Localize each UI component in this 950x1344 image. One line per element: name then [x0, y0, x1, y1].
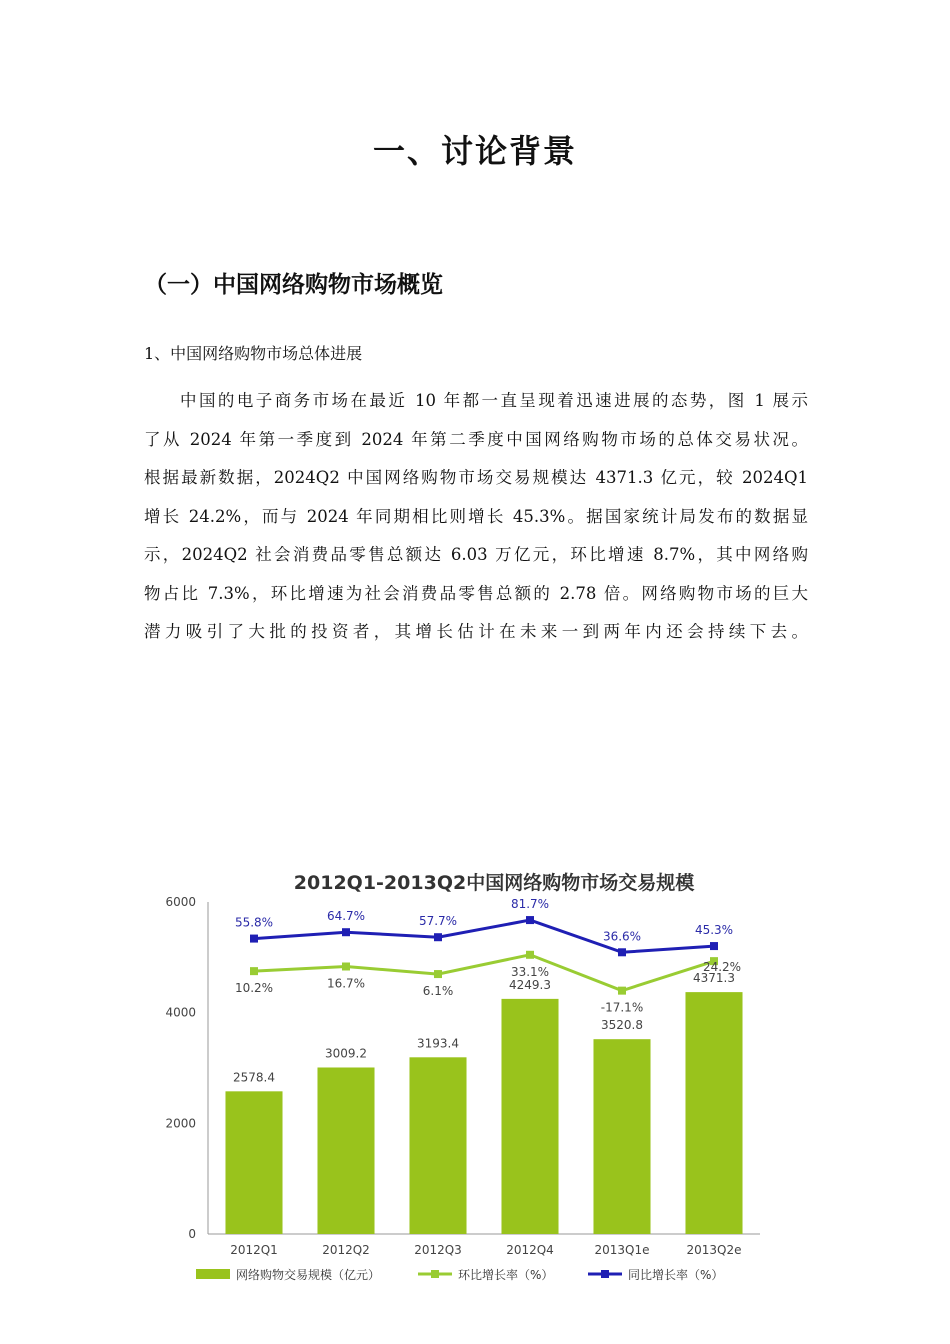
qoq-series-point — [618, 987, 626, 995]
legend-label-qoq: 环比增长率（%） — [458, 1268, 554, 1282]
bar-data-label: 2578.4 — [233, 1070, 275, 1085]
qoq-series-point — [434, 970, 442, 978]
bar — [685, 992, 742, 1234]
market-scale-chart — [150, 862, 800, 1292]
paragraph-line: 示，2024Q2 社会消费品零售总额达 6.03 万亿元，环比增速 8.7%，其中网络购 — [144, 545, 808, 564]
section-heading: （一）中国网络购物市场概览 — [144, 272, 443, 298]
bar — [501, 999, 558, 1234]
yoy-series-point — [618, 948, 626, 956]
bar-data-label: 3009.2 — [325, 1046, 367, 1061]
yoy-series-point — [526, 916, 534, 924]
yoy-data-label: 36.6% — [602, 929, 642, 944]
yoy-data-label: 81.7% — [510, 897, 550, 912]
legend-marker-qoq — [431, 1270, 439, 1278]
bar-data-label: 3193.4 — [417, 1036, 459, 1051]
legend-marker-yoy — [601, 1270, 609, 1278]
yoy-series-point — [342, 928, 350, 936]
bar — [409, 1057, 466, 1234]
bar — [317, 1067, 374, 1234]
qoq-data-label: 6.1% — [422, 984, 454, 999]
x-tick-label: 2012Q2 — [322, 1243, 370, 1257]
yoy-data-label: 64.7% — [326, 909, 366, 924]
qoq-series-point — [342, 963, 350, 971]
y-tick-label: 2000 — [165, 1116, 196, 1131]
x-tick-label: 2012Q1 — [230, 1243, 278, 1257]
qoq-series-point — [526, 951, 534, 959]
bar-data-label: 4249.3 — [509, 977, 551, 992]
qoq-data-label: -17.1% — [600, 1000, 644, 1015]
bar — [225, 1091, 282, 1234]
legend-label-bar: 网络购物交易规模（亿元） — [236, 1268, 381, 1282]
paragraph-line: 中国的电子商务市场在最近 10 年都一直呈现着迅速进展的态势，图 1 展示 — [180, 391, 808, 410]
yoy-series-point — [710, 942, 718, 950]
bar — [593, 1039, 650, 1234]
x-tick-label: 2013Q2e — [686, 1243, 742, 1257]
yoy-series-point — [250, 935, 258, 943]
bar-data-label: 3520.8 — [601, 1018, 643, 1033]
yoy-series-line — [254, 920, 714, 952]
qoq-data-label: 10.2% — [234, 981, 274, 996]
y-tick-label: 0 — [188, 1227, 196, 1241]
yoy-data-label: 57.7% — [418, 914, 458, 929]
legend-label-yoy: 同比增长率（%） — [628, 1268, 724, 1282]
subsection-heading: 1、中国网络购物市场总体进展 — [144, 344, 363, 363]
paragraph-line: 物占比 7.3%，环比增速为社会消费品零售总额的 2.78 倍。网络购物市场的巨大 — [144, 583, 808, 603]
page-title: 一、讨论背景 — [372, 132, 577, 170]
yoy-data-label: 55.8% — [234, 915, 274, 930]
x-tick-label: 2012Q4 — [506, 1243, 554, 1257]
qoq-data-label: 33.1% — [510, 964, 550, 979]
qoq-series-point — [250, 967, 258, 975]
legend-swatch-bar — [196, 1269, 230, 1279]
bar-data-label: 4371.3 — [693, 971, 735, 986]
paragraph-line: 增长 24.2%，而与 2024 年同期相比则增长 45.3%。据国家统计局发布的数据显 — [144, 506, 808, 526]
y-tick-label: 4000 — [165, 1005, 196, 1020]
y-tick-label: 6000 — [165, 895, 196, 909]
x-tick-label: 2013Q1e — [594, 1243, 650, 1257]
qoq-series-line — [254, 955, 714, 991]
qoq-data-label: 16.7% — [326, 976, 366, 991]
qoq-data-label: 24.2% — [702, 960, 742, 975]
paragraph-line: 了从 2024 年第一季度到 2024 年第二季度中国网络购物市场的总体交易状况。 — [144, 429, 808, 449]
yoy-series-point — [434, 933, 442, 941]
yoy-data-label: 45.3% — [694, 923, 734, 938]
paragraph-line: 潜力吸引了大批的投资者，其增长估计在未来一到两年内还会持续下去。 — [144, 622, 808, 641]
chart-title: 2012Q1-2013Q2中国网络购物市场交易规模 — [293, 872, 695, 894]
x-tick-label: 2012Q3 — [414, 1243, 462, 1257]
chart-svg — [150, 862, 800, 1292]
body-paragraph — [144, 382, 808, 652]
paragraph-line: 根据最新数据，2024Q2 中国网络购物市场交易规模达 4371.3 亿元，较 2024Q1 — [144, 468, 808, 487]
